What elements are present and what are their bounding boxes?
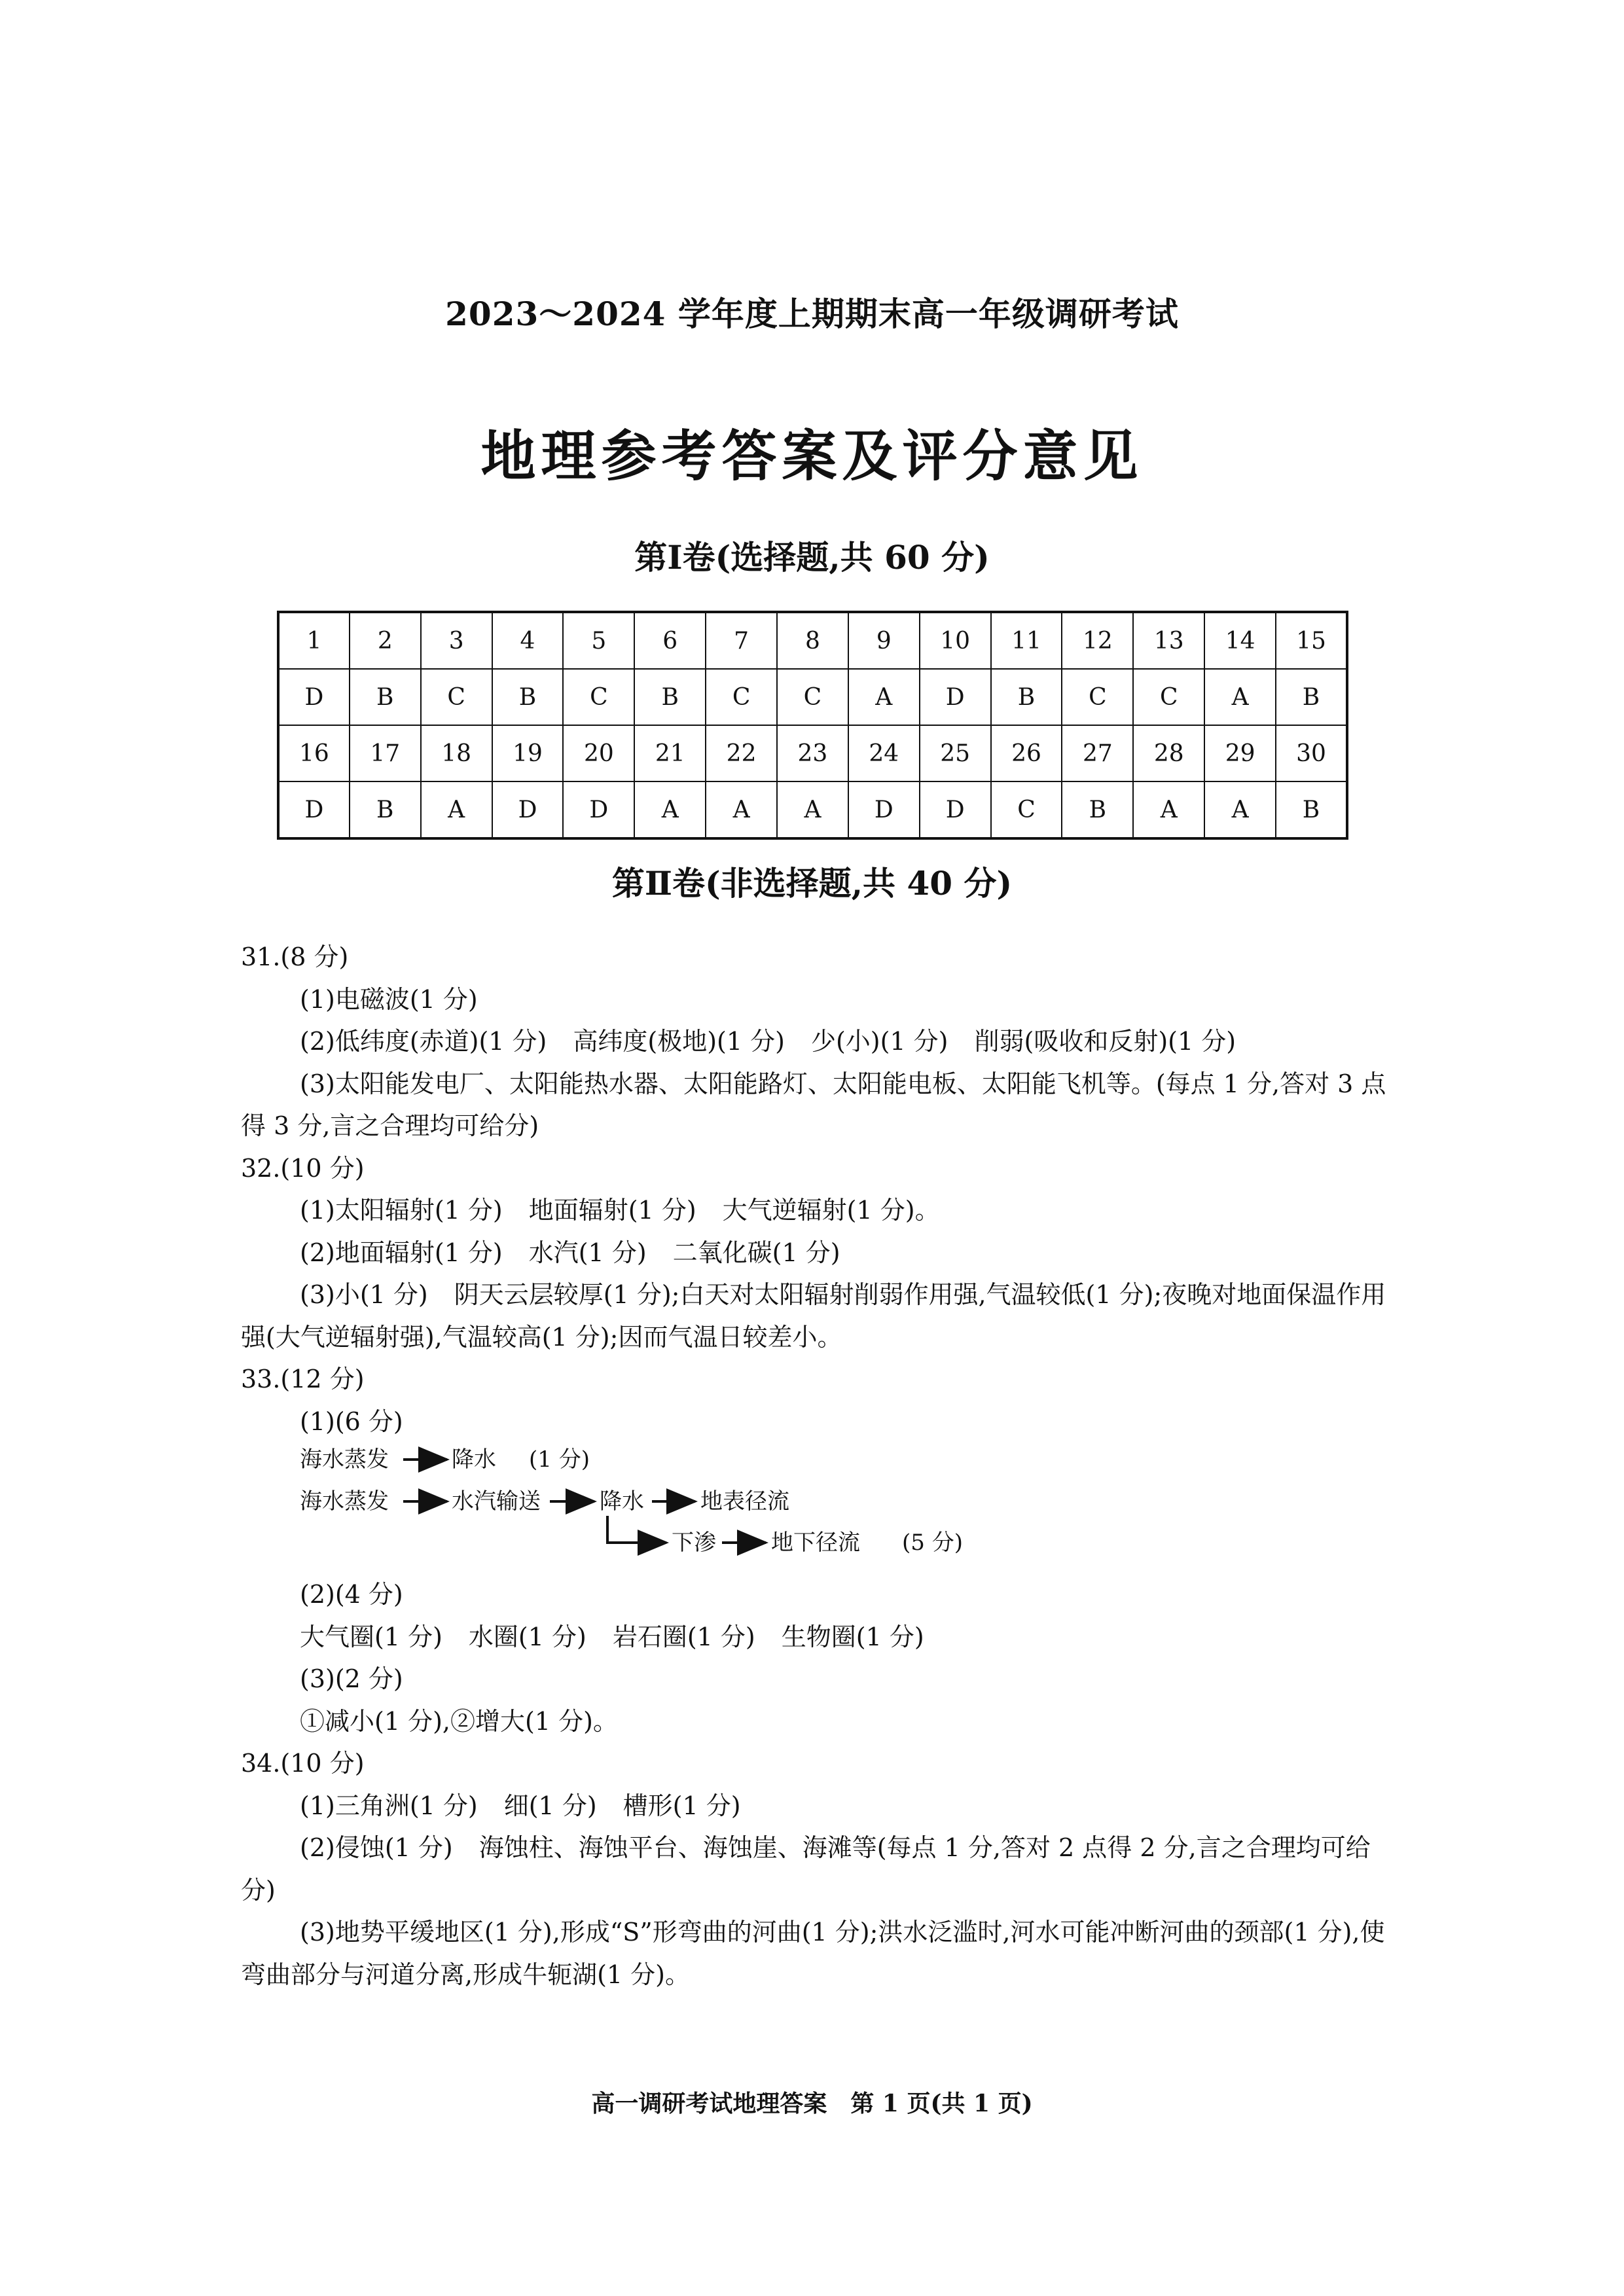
answer-cell: D — [848, 781, 920, 838]
answer-cell: B — [634, 669, 706, 725]
page-title: 地理参考答案及评分意见 — [480, 424, 1144, 488]
q34-heading: 34.(10 分) — [241, 1749, 365, 1778]
question-number-cell: 20 — [563, 725, 634, 781]
question-number-cell: 14 — [1204, 612, 1276, 669]
question-number-cell: 22 — [706, 725, 777, 781]
q33-part2-heading: (2)(4 分) — [300, 1580, 403, 1609]
q34-part2 — [241, 1827, 1393, 1911]
q31-part2-item: 少(小)(1 分) — [810, 1027, 948, 1056]
question-number-cell: 3 — [421, 612, 492, 669]
q33-part2-item: 大气圈(1 分) — [300, 1622, 442, 1651]
section1-title: 第Ⅰ卷(选择题,共 60 分) — [634, 538, 990, 577]
answer-cell: B — [492, 669, 564, 725]
q32-part1 — [241, 1189, 1393, 1232]
q32-heading: 32.(10 分) — [241, 1153, 365, 1183]
question-number-cell: 25 — [920, 725, 991, 781]
question-number-cell: 24 — [848, 725, 920, 781]
q32-part2 — [241, 1232, 1393, 1274]
question-number-cell: 5 — [563, 612, 634, 669]
question-number-cell: 6 — [634, 612, 706, 669]
flow-node-sea-evaporation: 海水蒸发 — [300, 1446, 389, 1473]
q34-part3: (3)地势平缓地区(1 分),形成“S”形弯曲的河曲(1 分);洪水泛滥时,河水可能冲断河曲的颈部(1 分),使弯曲部分与河道分离,形成牛轭湖(1 分)。 — [241, 1918, 1385, 1989]
question-number-cell: 17 — [350, 725, 421, 781]
answer-cell: D — [278, 781, 350, 838]
q31-part2-item: (2)低纬度(赤道)(1 分) — [300, 1027, 547, 1056]
question-number-cell: 12 — [1062, 612, 1133, 669]
q32-part2-item: 水汽(1 分) — [528, 1238, 647, 1267]
q32-part3-lead: (3)小(1 分) — [300, 1280, 428, 1309]
answer-cell: A — [634, 781, 706, 838]
q33-part3: ①减小(1 分),②增大(1 分)。 — [300, 1706, 618, 1736]
answers-content — [241, 936, 1393, 1996]
answer-cell: C — [1133, 669, 1204, 725]
answer-cell: C — [1062, 669, 1133, 725]
section2-title: 第Ⅱ卷(非选择题,共 40 分) — [611, 864, 1013, 903]
question-number-row — [278, 612, 1347, 669]
flow-node-surface-runoff: 地表径流 — [700, 1488, 789, 1515]
answer-cell: C — [777, 669, 848, 725]
q34-part1 — [241, 1785, 1393, 1827]
answer-cell: D — [278, 669, 350, 725]
q33-part2 — [241, 1616, 1393, 1659]
q32-part2-item: (2)地面辐射(1 分) — [300, 1238, 503, 1267]
flow-node-precipitation: 降水 — [452, 1446, 496, 1473]
q33-heading: 33.(12 分) — [241, 1365, 365, 1393]
question-number-cell: 2 — [350, 612, 421, 669]
q33-part2-item: 岩石圈(1 分) — [612, 1622, 755, 1651]
answer-row — [278, 669, 1347, 725]
q33-part2-item: 水圈(1 分) — [468, 1622, 586, 1651]
answer-cell: B — [1276, 781, 1347, 838]
question-number-cell: 26 — [991, 725, 1062, 781]
q34-part2-text: 海蚀柱、海蚀平台、海蚀崖、海滩等(每点 1 分,答对 2 点得 2 分,言之合理均可给分) — [241, 1833, 1371, 1905]
answer-cell: A — [421, 781, 492, 838]
question-number-cell: 30 — [1276, 725, 1347, 781]
answer-cell: B — [1062, 781, 1133, 838]
answer-cell: C — [991, 781, 1062, 838]
q34-part1-item: 槽形(1 分) — [623, 1791, 741, 1820]
q33-part1-heading: (1)(6 分) — [300, 1407, 403, 1436]
answer-cell: A — [777, 781, 848, 838]
q34-part1-item: (1)三角洲(1 分) — [300, 1791, 478, 1820]
answer-cell: C — [421, 669, 492, 725]
question-number-cell: 8 — [777, 612, 848, 669]
question-number-cell: 23 — [777, 725, 848, 781]
flow-node-vapor-transport: 水汽输送 — [452, 1488, 541, 1515]
q31-part1: (1)电磁波(1 分) — [300, 984, 478, 1014]
answer-cell: B — [991, 669, 1062, 725]
answer-cell: C — [563, 669, 634, 725]
page-footer: 高一调研考试地理答案 第 1 页(共 1 页) — [591, 2090, 1033, 2117]
question-number-cell: 27 — [1062, 725, 1133, 781]
question-number-cell: 9 — [848, 612, 920, 669]
flow-node-sea-evaporation: 海水蒸发 — [300, 1488, 389, 1515]
question-number-cell: 28 — [1133, 725, 1204, 781]
question-number-cell: 13 — [1133, 612, 1204, 669]
q32-part1-item: (1)太阳辐射(1 分) — [300, 1196, 503, 1225]
question-number-row — [278, 725, 1347, 781]
q32-part3 — [241, 1274, 1393, 1358]
question-number-cell: 11 — [991, 612, 1062, 669]
q33-part3-heading: (3)(2 分) — [300, 1664, 403, 1693]
answer-cell: B — [350, 781, 421, 838]
question-number-cell: 19 — [492, 725, 564, 781]
q31-heading: 31.(8 分) — [241, 942, 349, 971]
answer-cell: B — [350, 669, 421, 725]
q31-part2 — [241, 1020, 1393, 1063]
question-number-cell: 15 — [1276, 612, 1347, 669]
q34-part1-item: 细(1 分) — [503, 1791, 597, 1820]
exam-title: 2023～2024 学年度上期期末高一年级调研考试 — [445, 295, 1179, 333]
flow-score: (1 分) — [529, 1446, 590, 1473]
answer-cell: B — [1276, 669, 1347, 725]
answer-cell: A — [1204, 669, 1276, 725]
q31-part2-item: 削弱(吸收和反射)(1 分) — [974, 1027, 1236, 1056]
q32-part1-item: 地面辐射(1 分) — [528, 1196, 696, 1225]
q31-part3: (3)太阳能发电厂、太阳能热水器、太阳能路灯、太阳能电板、太阳能飞机等。(每点 1 分,答对 3 点得 3 分,言之合理均可给分) — [241, 1069, 1386, 1140]
q31-part2-item: 高纬度(极地)(1 分) — [573, 1027, 785, 1056]
question-number-cell: 18 — [421, 725, 492, 781]
question-number-cell: 16 — [278, 725, 350, 781]
answer-cell: D — [563, 781, 634, 838]
answer-cell: C — [706, 669, 777, 725]
question-number-cell: 10 — [920, 612, 991, 669]
question-number-cell: 21 — [634, 725, 706, 781]
flow-node-groundwater-runoff: 地下径流 — [771, 1530, 860, 1556]
q32-part2-item: 二氧化碳(1 分) — [672, 1238, 840, 1267]
question-number-cell: 29 — [1204, 725, 1276, 781]
question-number-cell: 4 — [492, 612, 564, 669]
question-number-cell: 7 — [706, 612, 777, 669]
answer-cell: A — [706, 781, 777, 838]
flow-arrow — [607, 1516, 666, 1543]
flow-node-precipitation: 降水 — [600, 1488, 644, 1515]
q32-part3-text: 阴天云层较厚(1 分);白天对太阳辐射削弱作用强,气温较低(1 分);夜晚对地面保温作用强(大气逆辐射强),气温较高(1 分);因而气温日较差小。 — [241, 1280, 1386, 1352]
flow-node-infiltration: 下渗 — [672, 1530, 716, 1556]
q33-part2-item: 生物圈(1 分) — [781, 1622, 924, 1651]
water-cycle-flow-diagram — [300, 1443, 1393, 1573]
q32-part1-item: 大气逆辐射(1 分)。 — [722, 1196, 940, 1225]
answer-cell: A — [1204, 781, 1276, 838]
answer-cell: D — [492, 781, 564, 838]
answer-cell: D — [920, 669, 991, 725]
answer-cell: A — [848, 669, 920, 725]
answer-cell: D — [920, 781, 991, 838]
answer-table — [277, 611, 1348, 840]
q34-part2-lead: (2)侵蚀(1 分) — [300, 1833, 453, 1862]
answer-row — [278, 781, 1347, 838]
question-number-cell: 1 — [278, 612, 350, 669]
answer-cell: A — [1133, 781, 1204, 838]
flow-score: (5 分) — [902, 1530, 963, 1556]
